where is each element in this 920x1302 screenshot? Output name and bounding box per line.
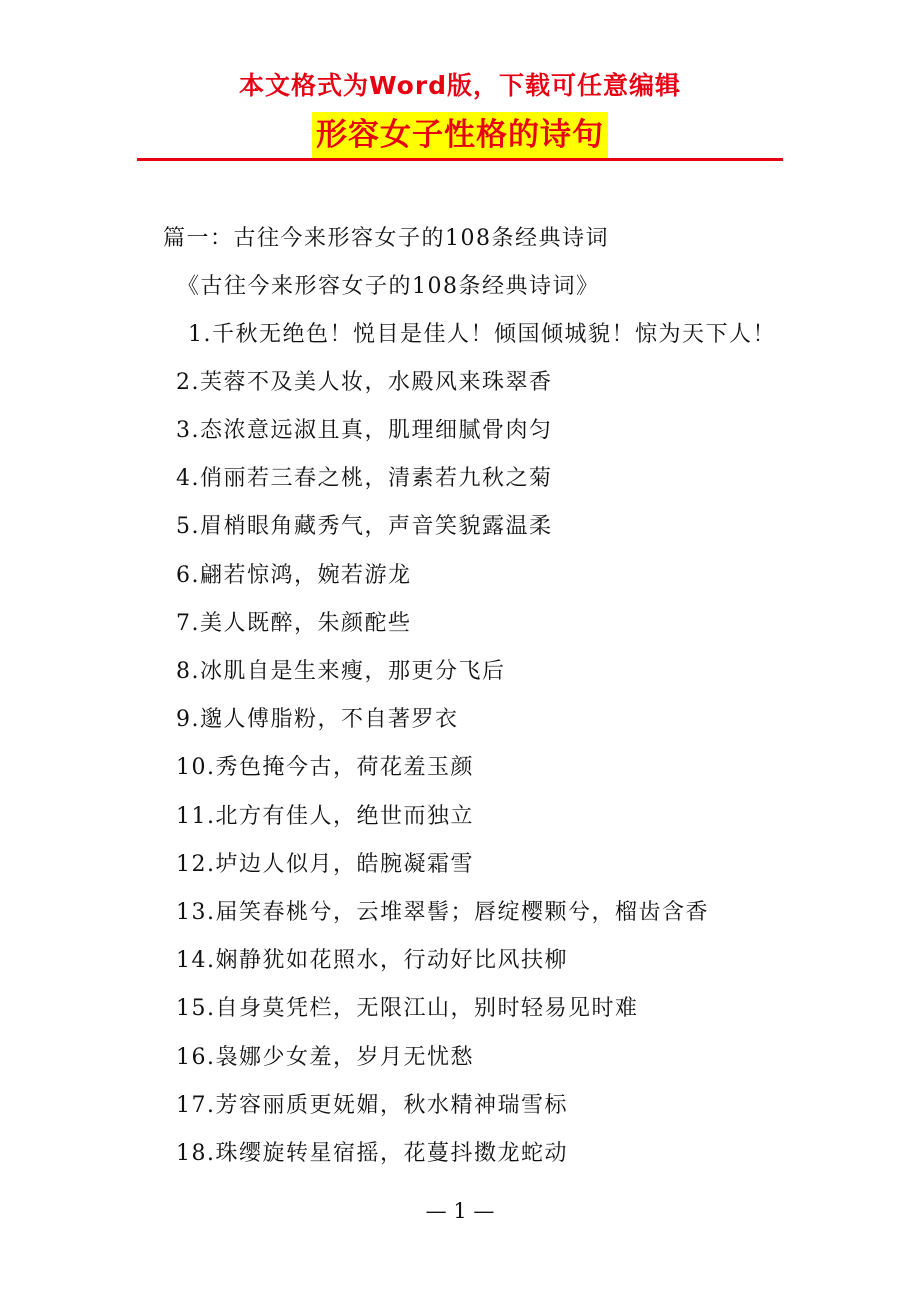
poem-line: 16.袅娜少女羞，岁月无忧愁	[176, 1045, 474, 1070]
poem-line: 10.秀色掩今古，荷花羞玉颜	[176, 755, 474, 780]
poem-line: 5.眉梢眼角藏秀气，声音笑貌露温柔	[176, 514, 553, 539]
poem-line: 12.垆边人似月，皓腕凝霜雪	[176, 852, 474, 877]
article-subtitle: 《古往今来形容女子的108条经典诗词》	[177, 274, 600, 299]
poem-line: 4.俏丽若三春之桃，清素若九秋之菊	[176, 466, 553, 491]
poem-line: 9.邈人傅脂粉，不自著罗衣	[176, 707, 459, 732]
poem-line: 7.美人既醉，朱颜酡些	[176, 611, 412, 636]
section-heading: 篇一：古往今来形容女子的108条经典诗词	[163, 226, 609, 251]
poem-line: 1.千秋无绝色！悦目是佳人！倾国倾城貌！惊为天下人！	[188, 322, 776, 347]
poem-line: 18.珠缨旋转星宿摇，花蔓抖擞龙蛇动	[176, 1141, 568, 1166]
poem-line: 6.翩若惊鸿，婉若游龙	[176, 563, 412, 588]
poem-line: 15.自身莫凭栏，无限江山，别时轻易见时难	[176, 996, 639, 1021]
document-title: 形容女子性格的诗句	[312, 112, 608, 158]
poem-line: 2.芙蓉不及美人妆，水殿风来珠翠香	[176, 370, 553, 395]
poem-line: 11.北方有佳人，绝世而独立	[176, 804, 474, 829]
poem-line: 17.芳容丽质更妩媚，秋水精神瑞雪标	[176, 1093, 568, 1118]
page-number: — 1 —	[425, 1199, 495, 1223]
poem-line: 14.娴静犹如花照水，行动好比风扶柳	[176, 948, 568, 973]
poem-line: 8.冰肌自是生来瘦，那更分飞后	[176, 659, 506, 684]
poem-line: 13.届笑春桃兮，云堆翠髻；唇绽樱颗兮，榴齿含香	[176, 900, 709, 925]
document-banner: 本文格式为Word版，下载可任意编辑	[238, 71, 682, 100]
poem-line: 3.态浓意远淑且真，肌理细腻骨肉匀	[176, 418, 553, 443]
